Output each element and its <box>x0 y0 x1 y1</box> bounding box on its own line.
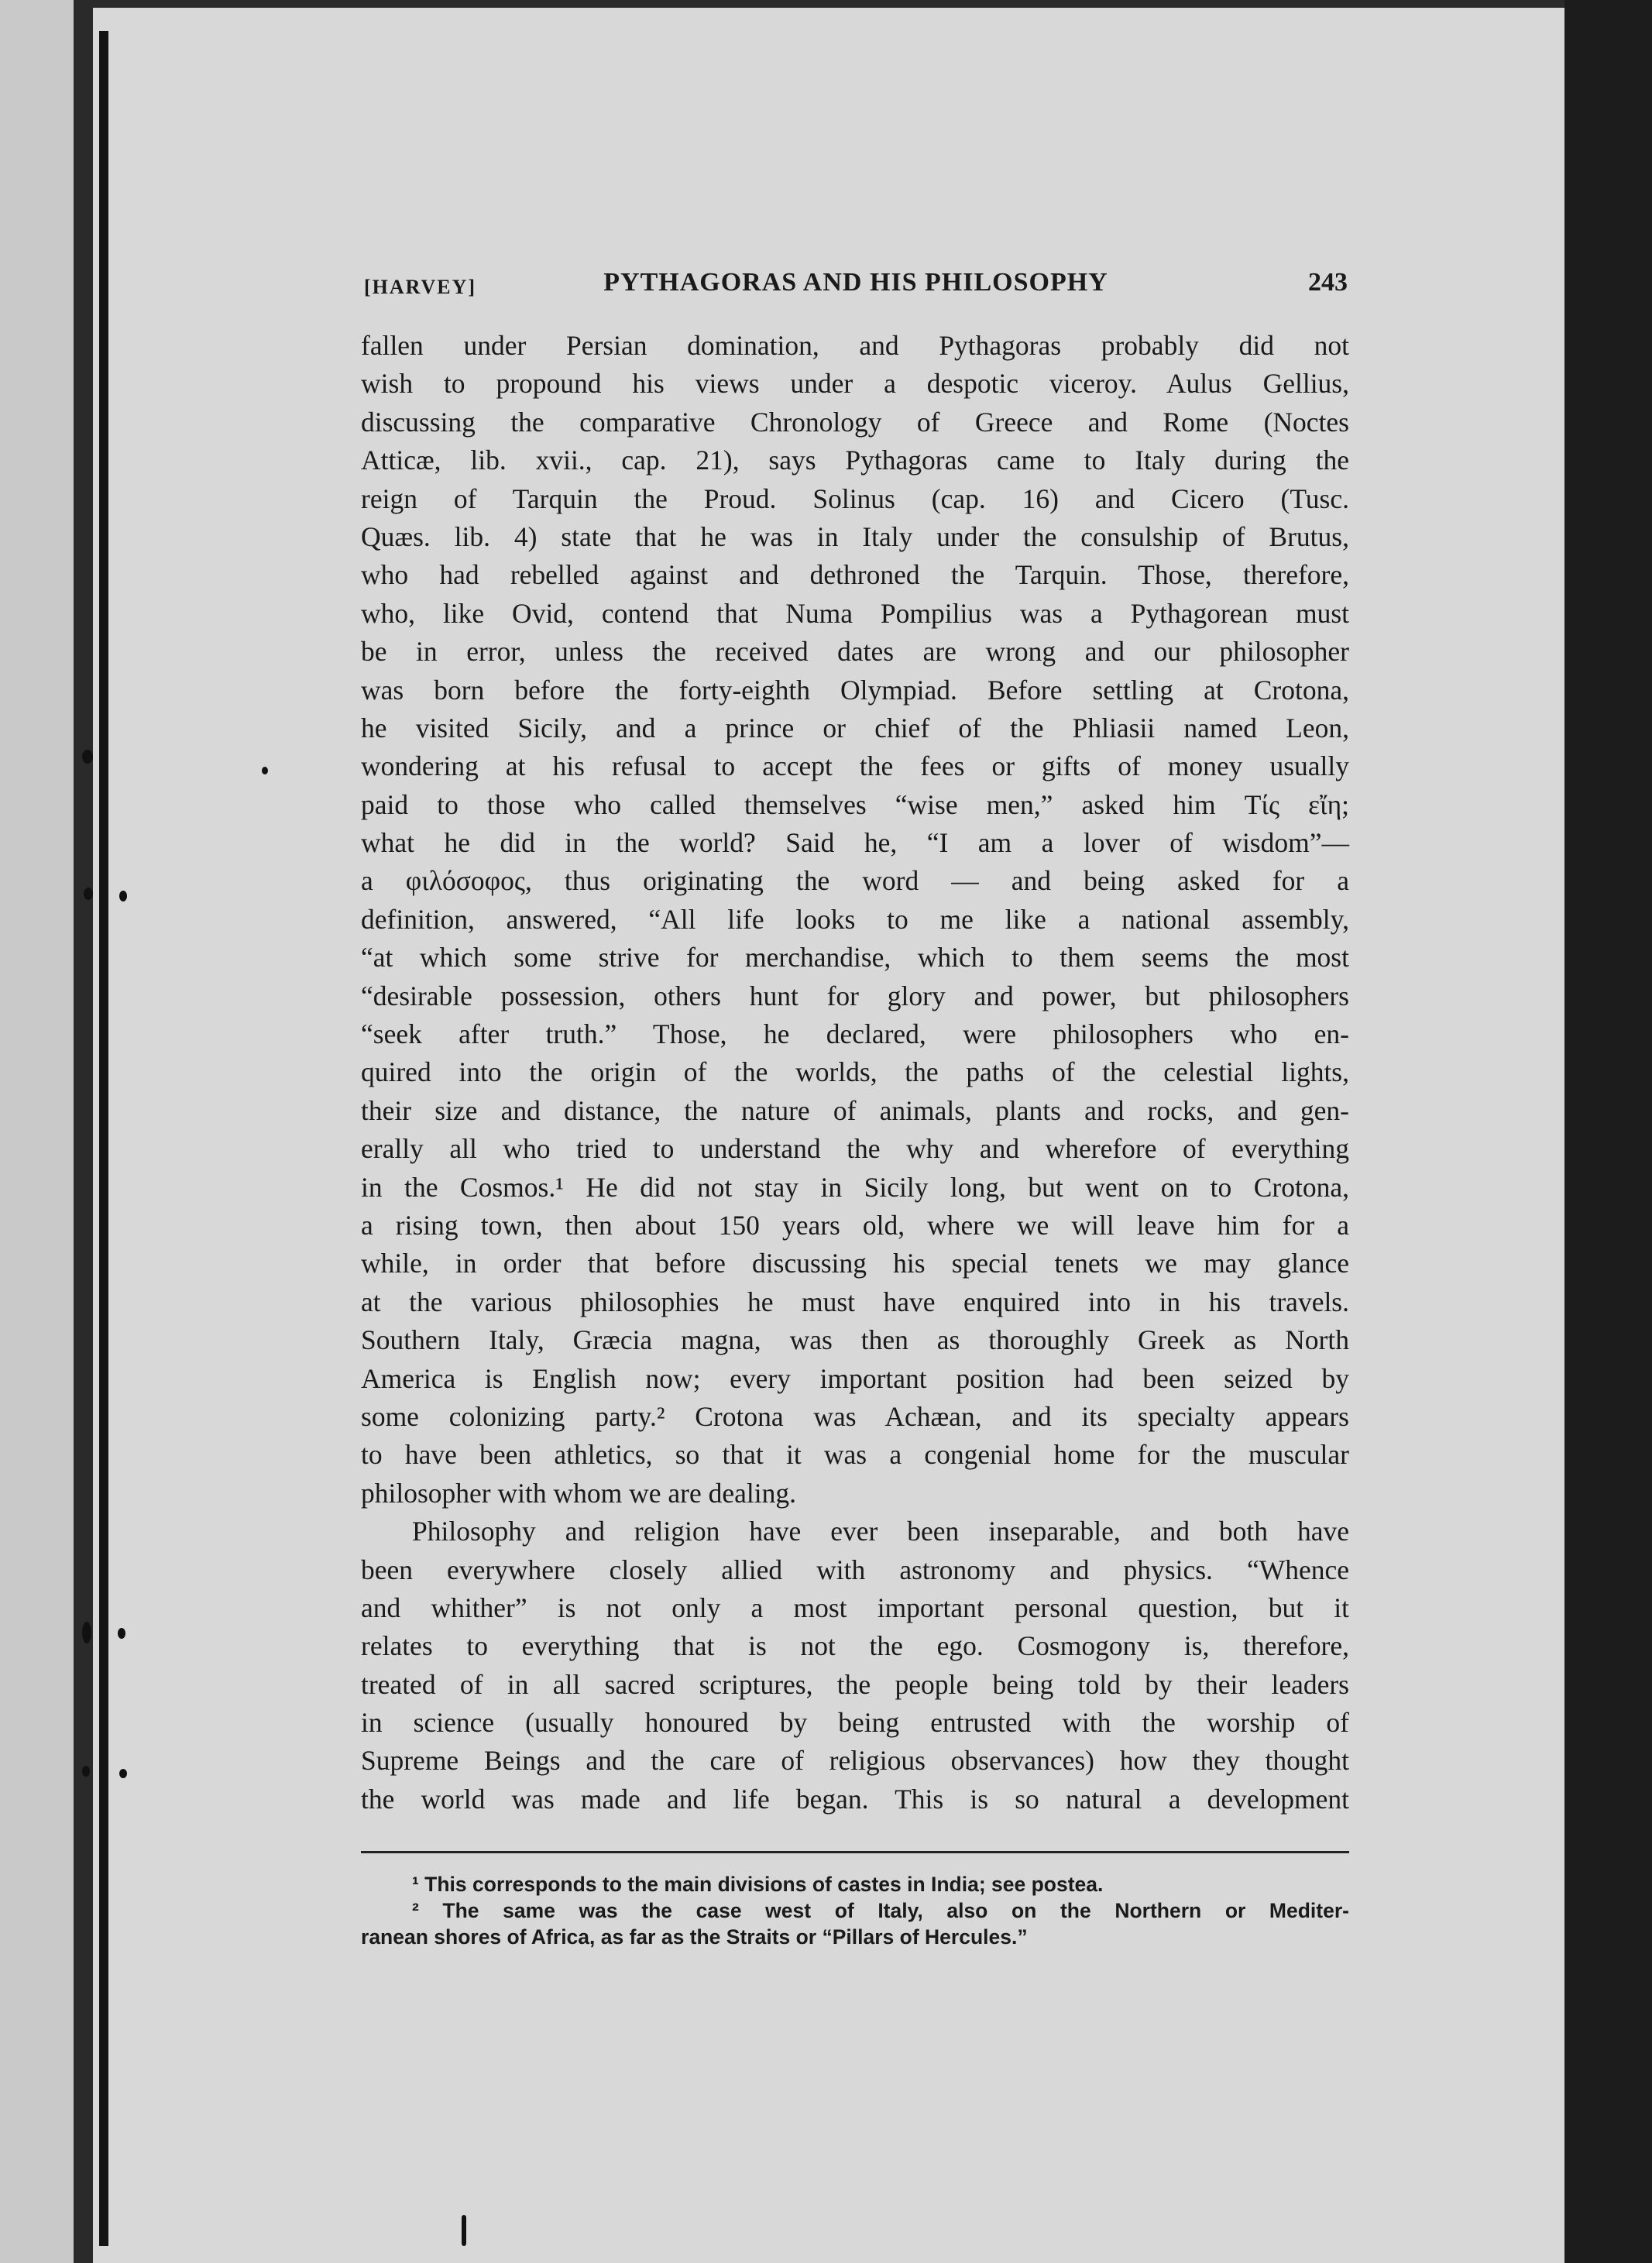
body-text <box>361 327 1349 1818</box>
header-title: PYTHAGORAS AND HIS PHILOSOPHY <box>603 268 1108 297</box>
text-line: relates to everything that is not the ego. Cosmogony is, therefore, <box>361 1630 1349 1662</box>
scan-speck <box>462 2215 466 2246</box>
text-line: who, like Ovid, contend that Numa Pompilius was a Pythagorean must <box>361 597 1349 629</box>
text-line: discussing the comparative Chronology of Greece and Rome (Noctes <box>361 406 1349 438</box>
text-line: a rising town, then about 150 years old, where we will leave him for a <box>361 1209 1349 1241</box>
footnote-2-line-1: ² The same was the case west of Italy, also on the Northern or Mediter- <box>412 1899 1349 1922</box>
text-line: who had rebelled against and dethroned the Tarquin. Those, therefore, <box>361 559 1349 591</box>
running-header <box>364 268 1348 307</box>
text-line: to have been athletics, so that it was a congenial home for the muscular <box>361 1439 1349 1471</box>
text-line: what he did in the world? Said he, “I am a lover of wisdom”— <box>361 827 1349 859</box>
text-line: and whither” is not only a most important personal question, but it <box>361 1592 1349 1623</box>
text-line: “seek after truth.” Those, he declared, were philosophers who en- <box>361 1018 1349 1050</box>
page-number: 243 <box>1308 268 1348 297</box>
text-line: “at which some strive for merchandise, which to them seems the most <box>361 942 1349 974</box>
footnote-2-line-2: ranean shores of Africa, as far as the Straits or “Pillars of Hercules.” <box>361 1925 1028 1949</box>
footnote-rule <box>361 1851 1349 1853</box>
text-line: reign of Tarquin the Proud. Solinus (cap. 16) and Cicero (Tusc. <box>361 482 1349 514</box>
text-line: quired into the origin of the worlds, the paths of the celestial lights, <box>361 1056 1349 1088</box>
footnote-1: ¹ This corresponds to the main divisions of castes in India; see postea. <box>412 1873 1104 1896</box>
text-line: fallen under Persian domination, and Pythagoras probably did not <box>361 330 1349 361</box>
text-line: the world was made and life began. This is so natural a development <box>361 1783 1349 1815</box>
text-line: erally all who tried to understand the why and wherefore of everything <box>361 1133 1349 1165</box>
header-author: [HARVEY] <box>364 276 477 298</box>
text-line: Philosophy and religion have ever been inseparable, and both have <box>412 1516 1349 1547</box>
scan-speck <box>84 888 93 900</box>
footnotes <box>361 1871 1349 1950</box>
scan-speck <box>82 750 93 764</box>
text-line: Quæs. lib. 4) state that he was in Italy under the consulship of Brutus, <box>361 520 1349 552</box>
text-line: a φιλόσοφος, thus originating the word — and being asked for a <box>361 865 1349 897</box>
text-line: some colonizing party.² Crotona was Achæan, and its specialty appears <box>361 1400 1349 1432</box>
scan-speck <box>119 1769 127 1778</box>
text-line: wish to propound his views under a despotic viceroy. Aulus Gellius, <box>361 368 1349 400</box>
text-line: while, in order that before discussing his special tenets we may glance <box>361 1248 1349 1279</box>
facing-page-edge <box>0 0 74 2263</box>
scan-speck <box>118 1628 125 1639</box>
text-line: at the various philosophies he must have enquired into in his travels. <box>361 1286 1349 1317</box>
text-line: their size and distance, the nature of animals, plants and rocks, and gen- <box>361 1094 1349 1126</box>
scan-speck <box>262 767 268 774</box>
text-line: Atticæ, lib. xvii., cap. 21), says Pythagoras came to Italy during the <box>361 445 1349 476</box>
text-line: treated of in all sacred scriptures, the people being told by their leaders <box>361 1668 1349 1700</box>
text-line: in the Cosmos.¹ He did not stay in Sicily long, but went on to Crotona, <box>361 1171 1349 1203</box>
page-right-edge <box>1564 0 1652 2263</box>
text-line: Supreme Beings and the care of religious observances) how they thought <box>361 1745 1349 1777</box>
text-line: “desirable possession, others hunt for glory and power, but philosophers <box>361 980 1349 1011</box>
text-line: was born before the forty-eighth Olympiad. Before settling at Crotona, <box>361 674 1349 706</box>
page-top-edge <box>93 0 1564 8</box>
text-line: definition, answered, “All life looks to me like a national assembly, <box>361 903 1349 935</box>
text-line: philosopher with whom we are dealing. <box>361 1477 796 1509</box>
text-line: be in error, unless the received dates are wrong and our philosopher <box>361 636 1349 668</box>
scan-speck <box>82 1766 90 1777</box>
gutter-rule <box>99 31 108 2246</box>
scan-speck <box>119 891 127 901</box>
text-line: in science (usually honoured by being entrusted with the worship of <box>361 1707 1349 1739</box>
text-line: paid to those who called themselves “wise men,” asked him Τίς εἴη; <box>361 788 1349 820</box>
scan-speck <box>82 1622 91 1643</box>
text-line: he visited Sicily, and a prince or chief of the Phliasii named Leon, <box>361 712 1349 743</box>
text-line: America is English now; every important position had been seized by <box>361 1362 1349 1394</box>
text-line: wondering at his refusal to accept the fees or gifts of money usually <box>361 750 1349 782</box>
text-line: Southern Italy, Græcia magna, was then as thoroughly Greek as North <box>361 1324 1349 1356</box>
text-line: been everywhere closely allied with astronomy and physics. “Whence <box>361 1554 1349 1585</box>
